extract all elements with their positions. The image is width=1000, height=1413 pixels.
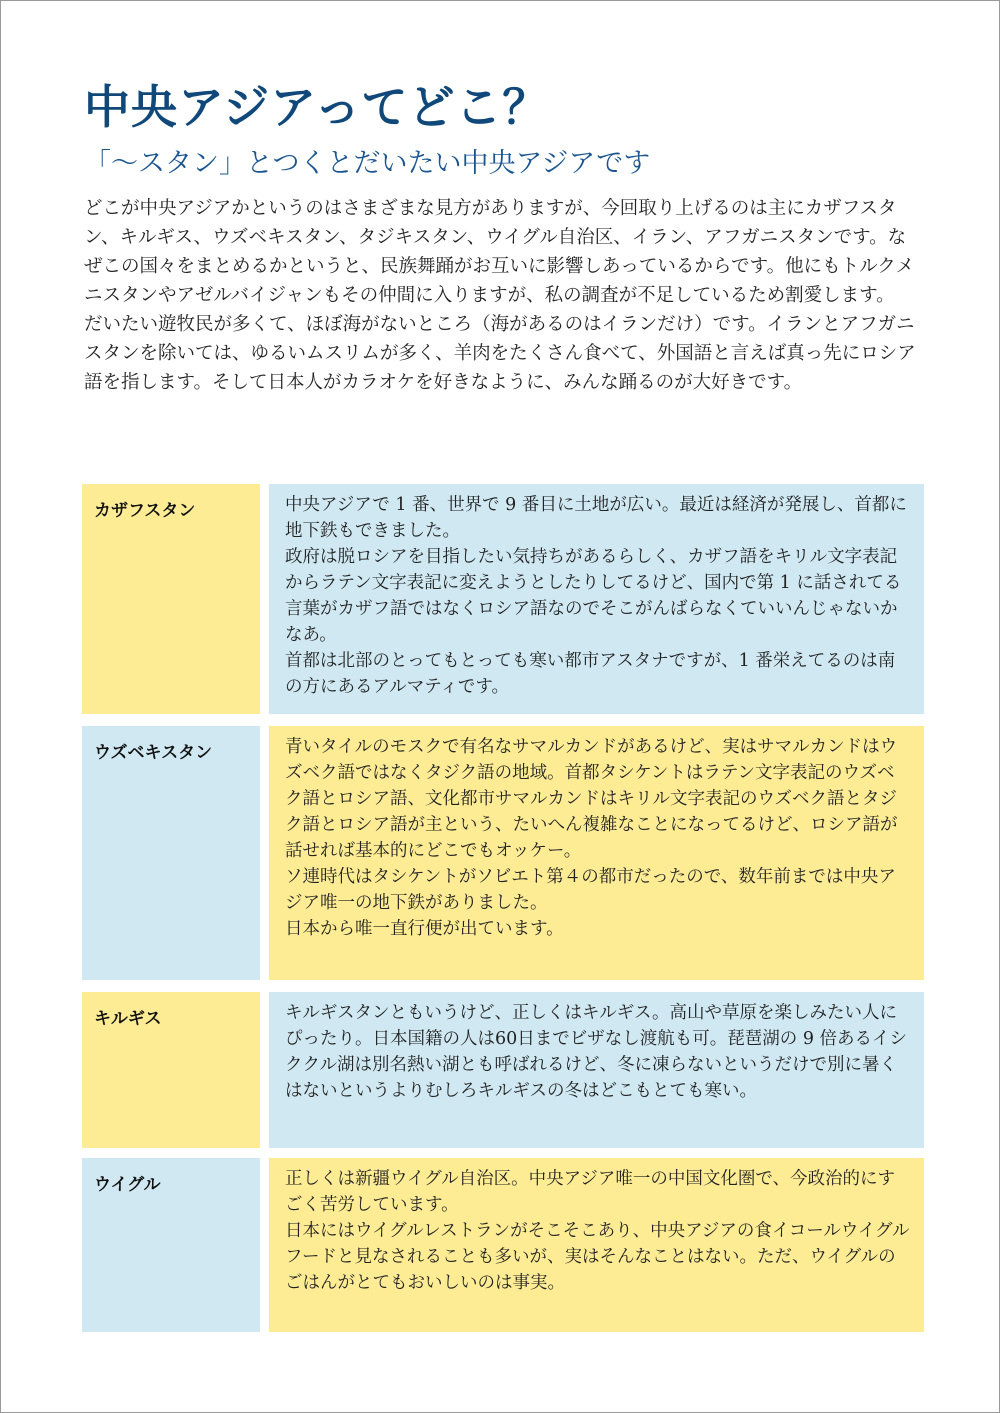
intro-paragraph: だいたい遊牧民が多くて、ほぼ海がないところ（海があるのはイランだけ）です。イランとアフガニスタンを除いては、ゆるいムスリムが多く、羊肉をたくさん食べて、外国語と言えば真っ先にロシア語を指します。そして日本人がカラオケを好きなように、みんな踊るのが大好きです。: [84, 314, 916, 393]
page-subtitle: 「〜スタン」とつくとだいたい中央アジアです: [84, 148, 651, 179]
section-label: ウズベキスタン: [94, 743, 213, 763]
section-text-box: [269, 992, 924, 1148]
section-label-box: [82, 992, 260, 1148]
section-paragraph: 政府は脱ロシアを目指したい気持ちがあるらしく、カザフ語をキリル文字表記からラテン文字表記に変えようとしたりしてるけど、国内で第 1 に話されてる言葉がカザフ語ではなくロシア語なのでそこがんばらなくていいんじゃないかなあ。: [285, 547, 902, 645]
section-label-box: [82, 1158, 260, 1332]
section-uzbekistan: [82, 726, 924, 980]
section-paragraph: 日本から唯一直行便が出ています。: [285, 919, 564, 939]
section-uyghur: [82, 1158, 924, 1332]
intro-paragraph: どこが中央アジアかというのはさまざまな見方がありますが、今回取り上げるのは主にカザフスタン、キルギス、ウズベキスタン、タジキスタン、ウイグル自治区、イラン、アフガニスタンです。なぜこの国々をまとめるかというと、民族舞踊がお互いに影響しあっているからです。他にもトルクメニスタンやアゼルバイジャンもその仲間に入りますが、私の調査が不足しているため割愛します。: [84, 198, 915, 306]
section-paragraph: キルギスタンともいうけど、正しくはキルギス。高山や草原を楽しみたい人にぴったり。日本国籍の人は60日までビザなし渡航も可。琵琶湖の 9 倍あるイシククル湖は別名熱い湖とも呼ばれるけど、冬に凍らないというだけで別に暑くはないというよりむしろキルギスの冬はどこもとても寒い。: [285, 1003, 908, 1101]
section-label: ウイグル: [94, 1175, 161, 1195]
section-kazakhstan: [82, 484, 924, 714]
section-label: カザフスタン: [94, 501, 196, 521]
section-label-box: [82, 484, 260, 714]
section-label: キルギス: [94, 1009, 162, 1029]
intro-text: [84, 194, 924, 397]
section-paragraph: 中央アジアで 1 番、世界で 9 番目に土地が広い。最近は経済が発展し、首都に地下鉄もできました。: [285, 495, 907, 541]
section-paragraph: 日本にはウイグルレストランがそこそこあり、中央アジアの食イコールウイグルフードと見なされることも多いが、実はそんなことはない。ただ、ウイグルのごはんがとてもおいしいのは事実。: [285, 1221, 910, 1293]
section-text-box: [269, 726, 924, 980]
section-paragraph: 青いタイルのモスクで有名なサマルカンドがあるけど、実はサマルカンドはウズベク語ではなくタジク語の地域。首都タシケントはラテン文字表記のウズベク語とロシア語、文化都市サマルカンドはキリル文字表記のウズベク語とタジク語とロシア語が主という、たいへん複雑なことになってるけど、ロシア語が話せれば基本的にどこでもオッケー。: [285, 737, 898, 861]
section-paragraph: ソ連時代はタシケントがソビエト第４の都市だったので、数年前までは中央アジア唯一の地下鉄がありました。: [285, 867, 896, 913]
section-text-box: [269, 1158, 924, 1332]
page-title: 中央アジアってどこ？: [84, 80, 550, 134]
section-label-box: [82, 726, 260, 980]
section-text-box: [269, 484, 924, 714]
section-paragraph: 首都は北部のとってもとっても寒い都市アスタナですが、1 番栄えてるのは南の方にあるアルマティです。: [285, 651, 896, 697]
section-paragraph: 正しくは新疆ウイグル自治区。中央アジア唯一の中国文化圏で、今政治的にすごく苦労しています。: [285, 1169, 896, 1215]
section-kyrgyzstan: [82, 992, 924, 1148]
